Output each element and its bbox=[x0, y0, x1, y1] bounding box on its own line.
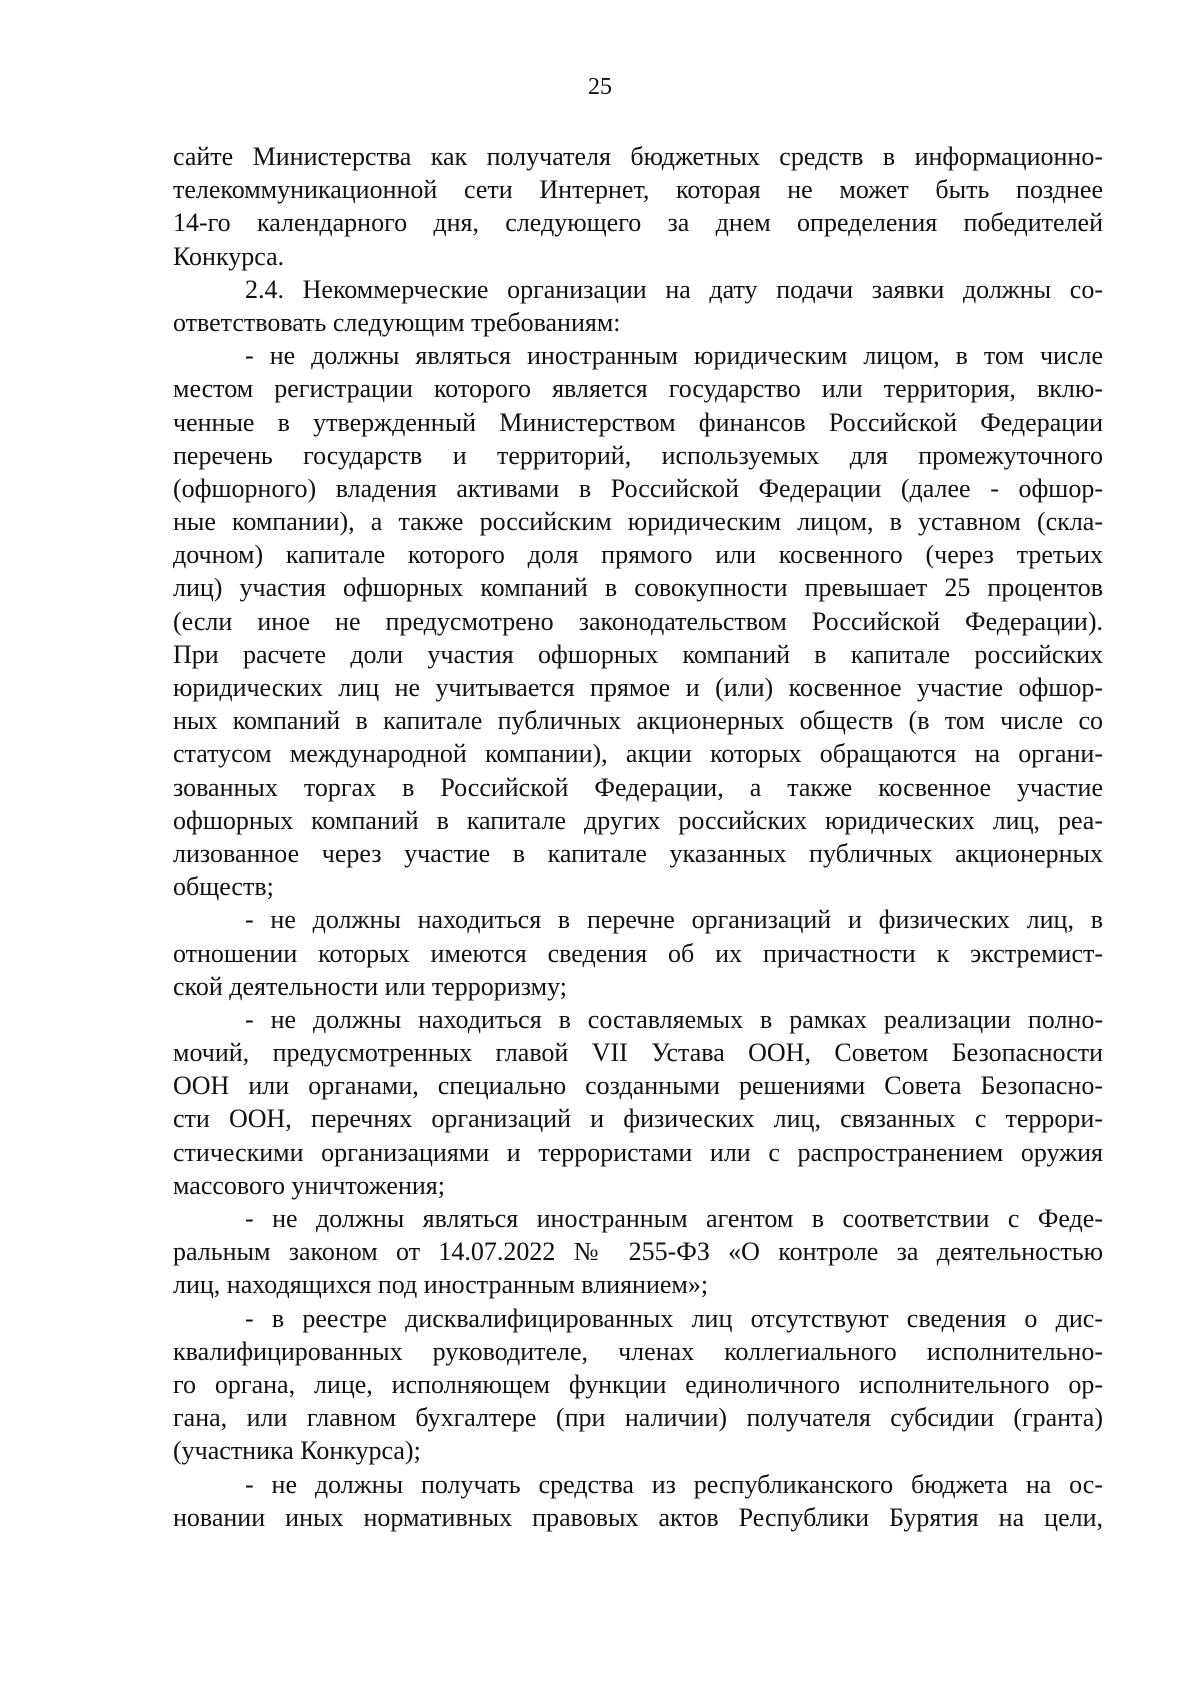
page-number: 25 bbox=[588, 74, 612, 100]
text-line: зованных торгах в Российской Федерации, а также косвенное участие bbox=[173, 772, 1103, 802]
text-line: - не должны являться иностранным юридическим лицом, в том числе bbox=[245, 341, 1103, 371]
text-line: отношении которых имеются сведения об их причастности к экстремист- bbox=[173, 938, 1103, 968]
text-line: - в реестре дисквалифицированных лиц отсутствуют сведения о дис- bbox=[245, 1303, 1103, 1333]
text-line: новании иных нормативных правовых актов Республики Бурятия на цели, bbox=[173, 1502, 1103, 1532]
text-line: ные компании), а также российским юридическим лицом, в уставном (скла- bbox=[173, 507, 1103, 537]
text-line: 14-го календарного дня, следующего за днем определения победителей bbox=[173, 208, 1103, 238]
document-body bbox=[173, 140, 1103, 1534]
text-line: юридических лиц не учитывается прямое и (или) косвенное участие офшор- bbox=[173, 673, 1103, 702]
text-line: лиц) участия офшорных компаний в совокупности превышает 25 процентов bbox=[173, 573, 1103, 603]
text-line: - не должны находиться в перечне организаций и физических лиц, в bbox=[245, 905, 1103, 935]
text-line: ООН или органами, специально созданными решениями Совета Безопасно- bbox=[173, 1071, 1103, 1101]
text-line: (офшорного) владения активами в Российской Федерации (далее - офшор- bbox=[173, 473, 1103, 503]
text-line: гана, или главном бухгалтере (при наличии) получателя субсидии (гранта) bbox=[173, 1403, 1103, 1433]
text-line: - не должны являться иностранным агентом в соответствии с Феде- bbox=[245, 1204, 1103, 1233]
text-line: ных компаний в капитале публичных акционерных обществ (в том числе со bbox=[173, 706, 1103, 736]
text-line: сти ООН, перечнях организаций и физических лиц, связанных с террори- bbox=[173, 1104, 1103, 1134]
text-line: - не должны получать средства из республиканского бюджета на ос- bbox=[245, 1469, 1103, 1499]
text-line: стическими организациями и террористами или с распространением оружия bbox=[173, 1137, 1103, 1167]
text-line: телекоммуникационной сети Интернет, которая не может быть позднее bbox=[173, 175, 1103, 205]
text-line: перечень государств и территорий, используемых для промежуточного bbox=[173, 440, 1103, 470]
text-line: сайте Министерства как получателя бюджетных средств в информационно- bbox=[173, 142, 1103, 171]
text-line: квалифицированных руководителе, членах коллегиального исполнительно- bbox=[173, 1336, 1103, 1366]
text-line: ральным законом от 14.07.2022 № 255-ФЗ «О контроле за деятельностью bbox=[173, 1237, 1103, 1267]
text-line: лиц, находящихся под иностранным влиянием»; bbox=[173, 1270, 709, 1300]
text-line: лизованное через участие в капитале указанных публичных акционерных bbox=[173, 838, 1103, 868]
text-line: (если иное не предусмотрено законодательством Российской Федерации). bbox=[173, 606, 1103, 636]
text-line: массового уничтожения; bbox=[173, 1170, 445, 1200]
text-line: дочном) капитале которого доля прямого или косвенного (через третьих bbox=[173, 540, 1103, 570]
text-line: ченные в утвержденный Министерством финансов Российской Федерации bbox=[173, 407, 1103, 437]
text-line: 2.4. Некоммерческие организации на дату подачи заявки должны со- bbox=[245, 274, 1103, 304]
text-line: При расчете доли участия офшорных компаний в капитале российских bbox=[173, 639, 1103, 669]
text-line: местом регистрации которого является государство или территория, вклю- bbox=[173, 374, 1103, 404]
text-line: обществ; bbox=[173, 872, 274, 902]
text-line: Конкурса. bbox=[173, 241, 285, 271]
text-line: мочий, предусмотренных главой VII Устава ООН, Советом Безопасности bbox=[173, 1038, 1103, 1068]
text-line: ской деятельности или терроризму; bbox=[173, 971, 567, 1001]
text-line: офшорных компаний в капитале других российских юридических лиц, реа- bbox=[173, 805, 1103, 835]
text-line: го органа, лице, исполняющем функции единоличного исполнительного ор- bbox=[173, 1369, 1103, 1399]
text-line: ответствовать следующим требованиям: bbox=[173, 307, 621, 337]
text-line: (участника Конкурса); bbox=[173, 1436, 421, 1466]
text-line: - не должны находиться в составляемых в рамках реализации полно- bbox=[245, 1004, 1103, 1034]
text-line: статусом международной компании), акции которых обращаются на органи- bbox=[173, 739, 1103, 769]
